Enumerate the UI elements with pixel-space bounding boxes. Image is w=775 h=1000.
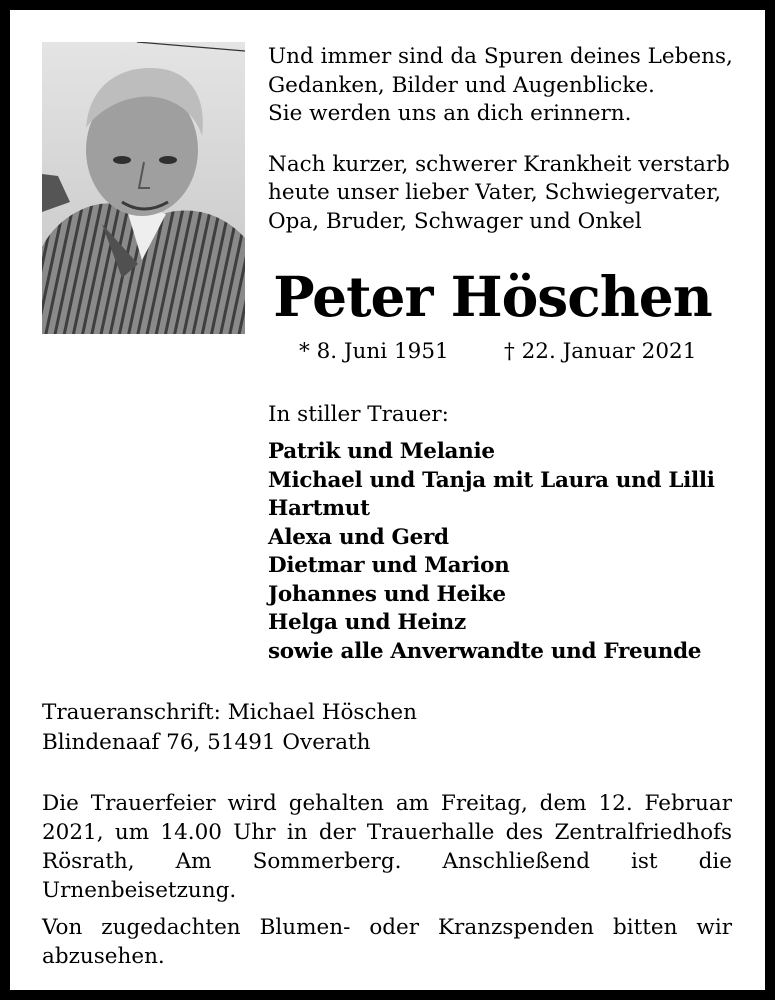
announcement-line: Opa, Bruder, Schwager und Onkel xyxy=(268,208,642,234)
opening-poem xyxy=(268,43,748,258)
announcement-line: Nach kurzer, schwerer Krankheit verstarb xyxy=(268,151,730,177)
poem-line: Gedanken, Bilder und Augenblicke. xyxy=(268,72,655,98)
deceased-name: Peter Höschen xyxy=(273,264,712,329)
mourner-entry: Johannes und Heike xyxy=(268,581,506,607)
poem-line: Sie werden uns an dich erinnern. xyxy=(268,101,632,126)
announcement-line: heute unser lieber Vater, Schwiegervater, xyxy=(268,180,722,205)
poem-stanza xyxy=(268,43,748,129)
obituary-notice xyxy=(10,10,765,990)
death-date: † 22. Januar 2021 xyxy=(504,339,697,364)
mourner-entry: Hartmut xyxy=(268,496,370,521)
announcement-text xyxy=(268,151,748,237)
mourners-list xyxy=(268,438,715,666)
mourner-entry: Patrik und Melanie xyxy=(268,439,495,464)
poem-line: Und immer sind da Spuren deines Lebens, xyxy=(268,44,733,69)
address-line: Blindenaaf 76, 51491 Overath xyxy=(42,730,371,755)
mourning-address xyxy=(42,698,417,758)
mourning-intro: In stiller Trauer: xyxy=(268,402,449,427)
address-line: Traueranschrift: Michael Höschen xyxy=(42,700,417,725)
mourner-entry: Michael und Tanja mit Laura und Lilli xyxy=(268,467,715,493)
ceremony-text: Die Trauerfeier wird gehalten am Freitag, dem 12. Februar 2021, um 14.00 Uhr in der Trauerhalle des Zentralfriedhofs Rösrath, Am Sommerberg. Anschließend ist die Urnenbeisetzung. xyxy=(42,791,732,903)
mourner-entry: Alexa und Gerd xyxy=(268,524,449,550)
birth-date: * 8. Juni 1951 xyxy=(299,339,449,364)
mourner-entry: sowie alle Anverwandte und Freunde xyxy=(268,638,702,664)
mourner-entry: Helga und Heinz xyxy=(268,610,466,635)
flowers-note: Von zugedachten Blumen- oder Kranzspenden bitten wir abzusehen. xyxy=(42,915,732,969)
mourner-entry: Dietmar und Marion xyxy=(268,553,510,578)
service-info xyxy=(42,789,732,979)
